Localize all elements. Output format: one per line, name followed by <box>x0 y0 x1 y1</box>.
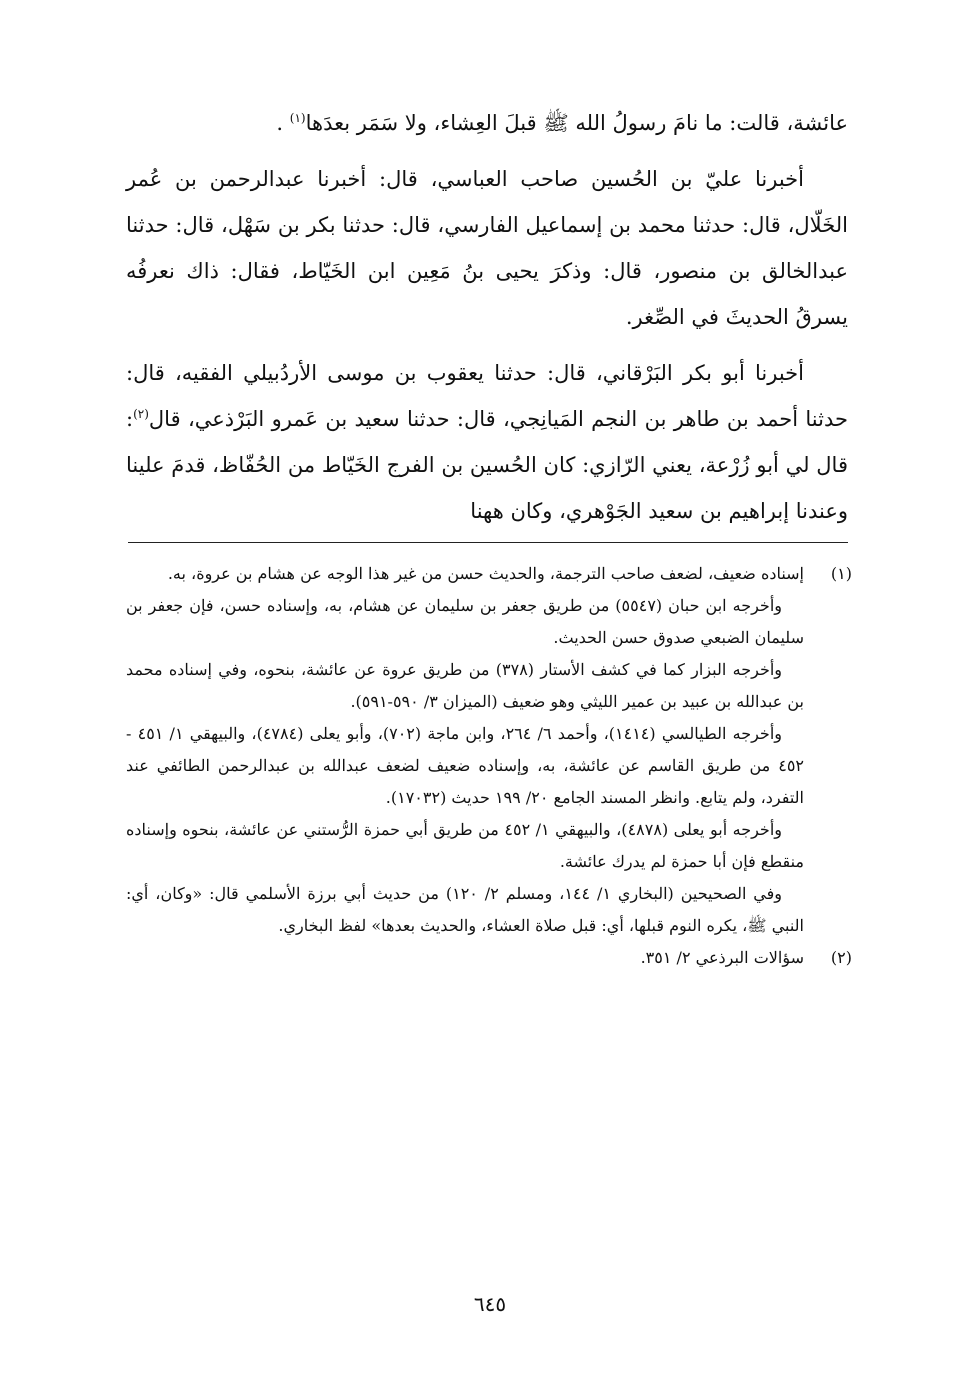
footnote-paragraph: إسناده ضعيف، لضعف صاحب الترجمة، والحديث حسن من غير هذا الوجه عن هشام بن عروة، به. <box>167 564 804 583</box>
main-text <box>126 100 848 534</box>
footnote-marker-1: (١) <box>289 111 306 125</box>
footnote-paragraph: وأخرجه أبو يعلى (٤٨٧٨)، والبيهقي ١/ ٤٥٢ من طريق أبي حمزة الرُّستني عن عائشة، بنحوه وإسناده منقطع فإن أبا حمزة لم يدرك عائشة. <box>126 820 804 871</box>
footnote-number: (١) <box>830 564 852 583</box>
footnote-marker-2: (٢) <box>133 407 149 421</box>
footnote-paragraph: وأخرجه ابن حبان (٥٥٤٧) من طريق جعفر بن سليمان عن هشام، به، وإسناده حسن، فإن جعفر بن سليمان الضبعي صدوق حسن الحديث. <box>126 596 804 647</box>
footnote-1 <box>126 558 852 942</box>
footnote-divider <box>128 542 848 543</box>
footnote-number: (٢) <box>830 948 852 967</box>
text-paragraph: أخبرنا أبو بكر البَرْقاني، قال: حدثنا يعقوب بن موسى الأردُبيلي الفقيه، قال: حدثنا أحمد بن طاهر بن النجم المَيانِجي، قال: حدثنا سعيد بن عَمرو البَرْذعي، قال$^{(٢)}$: قال لي أبو زُرْعة، يعني الرّازي: كان الحُسين بن الفرج الخَيّاط من الحُفّاظ، قدمَ علينا وعندنا إبراهيم بن سعيد الجَوْهري، وكان ههنا <box>126 361 848 523</box>
footnote-paragraph: وفي الصحيحين (البخاري ١/ ١٤٤، ومسلم ٢/ ١٢٠) من حديث أبي برزة الأسلمي قال: «وكان، أي: النبي ﷺ، يكره النوم قبلها، أي: قبل صلاة العشاء، والحديث بعدها» لفظ البخاري. <box>126 884 804 935</box>
text-paragraph-continuation: عائشة، قالت: ما نامَ رسولُ الله ﷺ قبلَ العِشاء، ولا سَمَر بعدَها$^{(١)}$ . <box>276 111 848 135</box>
footnote-paragraph: سؤالات البرذعي ٢/ ٣٥١. <box>640 948 804 967</box>
footnote-paragraph: وأخرجه البزار كما في كشف الأستار (٣٧٨) من طريق عروة عن عائشة، بنحوه، وفي إسناده محمد بن عبدالله بن عبيد بن عمير الليثي وهو ضعيف (الميزان ٣/ ٥٩٠-٥٩١). <box>126 660 804 711</box>
text-paragraph: أخبرنا عليّ بن الحُسين صاحب العباسي، قال: أخبرنا عبدالرحمن بن عُمر الخَلّال، قال: حدثنا محمد بن إسماعيل الفارسي، قال: حدثنا بكر بن سَهْل، قال: حدثنا عبدالخالق بن منصور، قال: وذكرَ يحيى بنُ مَعِين ابن الخَيّاط، فقال: ذاك نعرفُه يسرقُ الحديثَ في الصِّغر. <box>126 167 848 329</box>
footnote-2 <box>126 942 852 974</box>
footnote-paragraph: وأخرجه الطيالسي (١٤١٤)، وأحمد ٦/ ٢٦٤، وابن ماجة (٧٠٢)، وأبو يعلى (٤٧٨٤)، والبيهقي ١/ ٤٥١ - ٤٥٢ من طريق القاسم عن عائشة، به، وإسناده ضعيف لضعف عبدالله بن عبدالرحمن الطائفي عند التفرد، ولم يتابع. وانظر المسند الجامع ٢٠/ ١٩٩ حديث (١٧٠٣٢). <box>126 724 804 807</box>
footnotes <box>126 558 852 974</box>
page-number: ٦٤٥ <box>473 1292 507 1316</box>
